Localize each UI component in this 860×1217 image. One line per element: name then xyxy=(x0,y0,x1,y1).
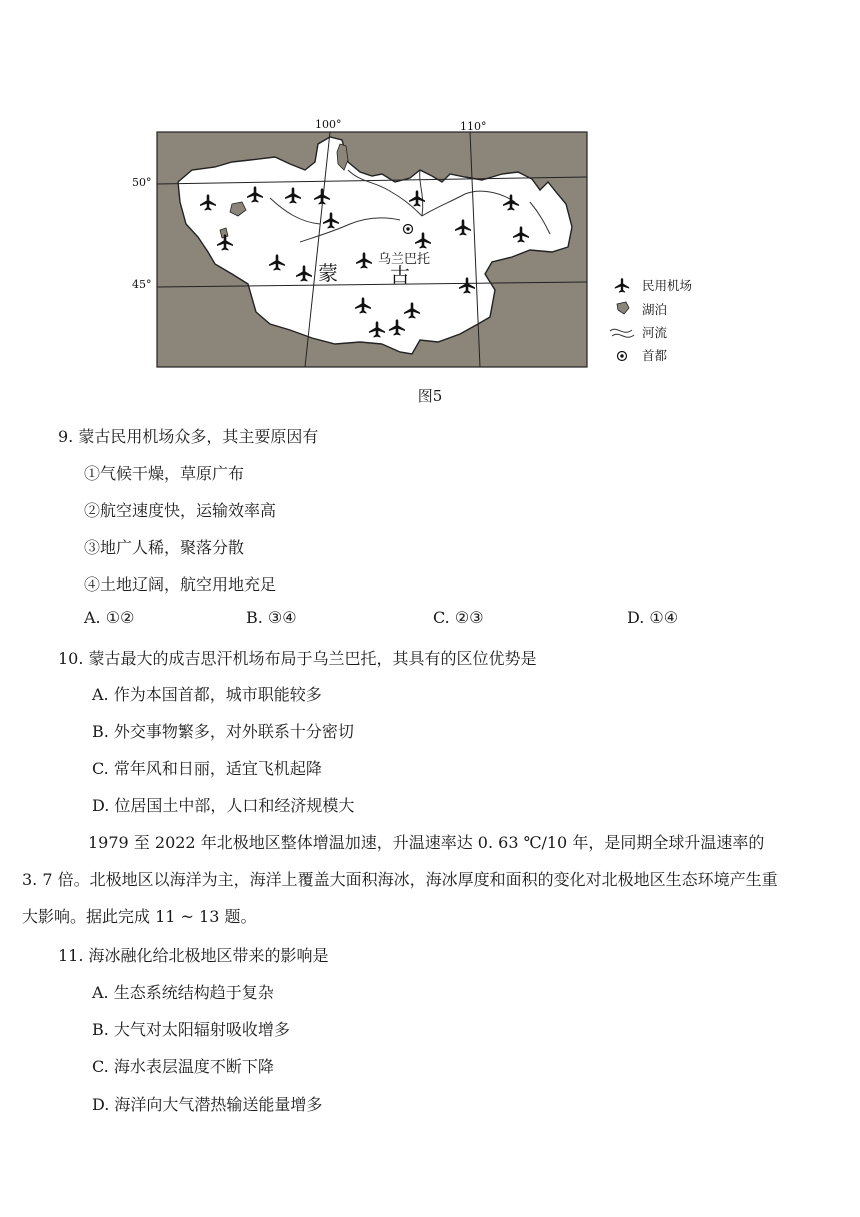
legend-label-lake: 湖泊 xyxy=(642,302,668,317)
figure-caption: 图5 xyxy=(417,387,443,405)
q10-option-a: A. 作为本国首都，城市职能较多 xyxy=(92,685,322,704)
q9-choice-a: A. ①② xyxy=(84,608,135,627)
capital-label: 乌兰巴托 xyxy=(378,252,431,267)
airplane-icon xyxy=(615,278,629,293)
q11-option-d: D. 海洋向大气潜热输送能量增多 xyxy=(92,1095,323,1114)
q11-option-b: B. 大气对太阳辐射吸收增多 xyxy=(92,1020,290,1039)
q9-item-3: ③地广人稀，聚落分散 xyxy=(84,538,245,557)
q11-option-c: C. 海水表层温度不断下降 xyxy=(92,1057,274,1076)
mongolia-airport-map xyxy=(120,112,720,372)
q10-option-b: B. 外交事物繁多，对外联系十分密切 xyxy=(92,722,354,741)
lon-label-100: 100° xyxy=(315,118,342,131)
lon-label-110: 110° xyxy=(460,120,487,133)
map-svg xyxy=(120,112,720,372)
q10-stem: 10. 蒙古最大的成吉思汗机场布局于乌兰巴托，其具有的区位优势是 xyxy=(58,649,537,668)
q9-choice-d: D. ①④ xyxy=(627,608,679,627)
country-label-1: 蒙 xyxy=(318,261,338,285)
lake-icon xyxy=(617,302,629,314)
q10-option-c: C. 常年风和日丽，适宜飞机起降 xyxy=(92,759,322,778)
map-legend xyxy=(610,278,692,363)
capital-icon xyxy=(404,225,413,234)
capital-icon xyxy=(618,352,627,361)
passage xyxy=(22,824,782,935)
q10-option-d: D. 位居国土中部，人口和经济规模大 xyxy=(92,796,355,815)
legend-label-river: 河流 xyxy=(642,325,668,340)
q9-choice-b: B. ③④ xyxy=(246,608,297,627)
passage-text: 1979 至 2022 年北极地区整体增温加速，升温速率达 0. 63 ℃/10 年，是同期全球升温速率的 3. 7 倍。北极地区以海洋为主，海洋上覆盖大面积海冰，海冰厚度和面积的变化对北极地区生态环境产生重大影响。据此完成 11 ~ 13 题。 xyxy=(22,833,778,926)
country-label-2: 古 xyxy=(390,263,410,287)
q11-stem: 11. 海冰融化给北极地区带来的影响是 xyxy=(58,946,329,965)
q9-item-2: ②航空速度快，运输效率高 xyxy=(84,501,277,520)
lat-label-50: 50° xyxy=(132,176,152,189)
q11-option-a: A. 生态系统结构趋于复杂 xyxy=(92,983,274,1002)
q9-item-1: ①气候干燥，草原广布 xyxy=(84,464,245,483)
river-icon xyxy=(610,329,634,337)
q9-choice-c: C. ②③ xyxy=(433,608,484,627)
lat-label-45: 45° xyxy=(132,278,152,291)
q9-item-4: ④土地辽阔，航空用地充足 xyxy=(84,575,277,594)
q9-stem: 9. 蒙古民用机场众多，其主要原因有 xyxy=(58,427,319,446)
legend-label-airport: 民用机场 xyxy=(642,278,693,293)
legend-label-capital: 首都 xyxy=(642,348,668,363)
